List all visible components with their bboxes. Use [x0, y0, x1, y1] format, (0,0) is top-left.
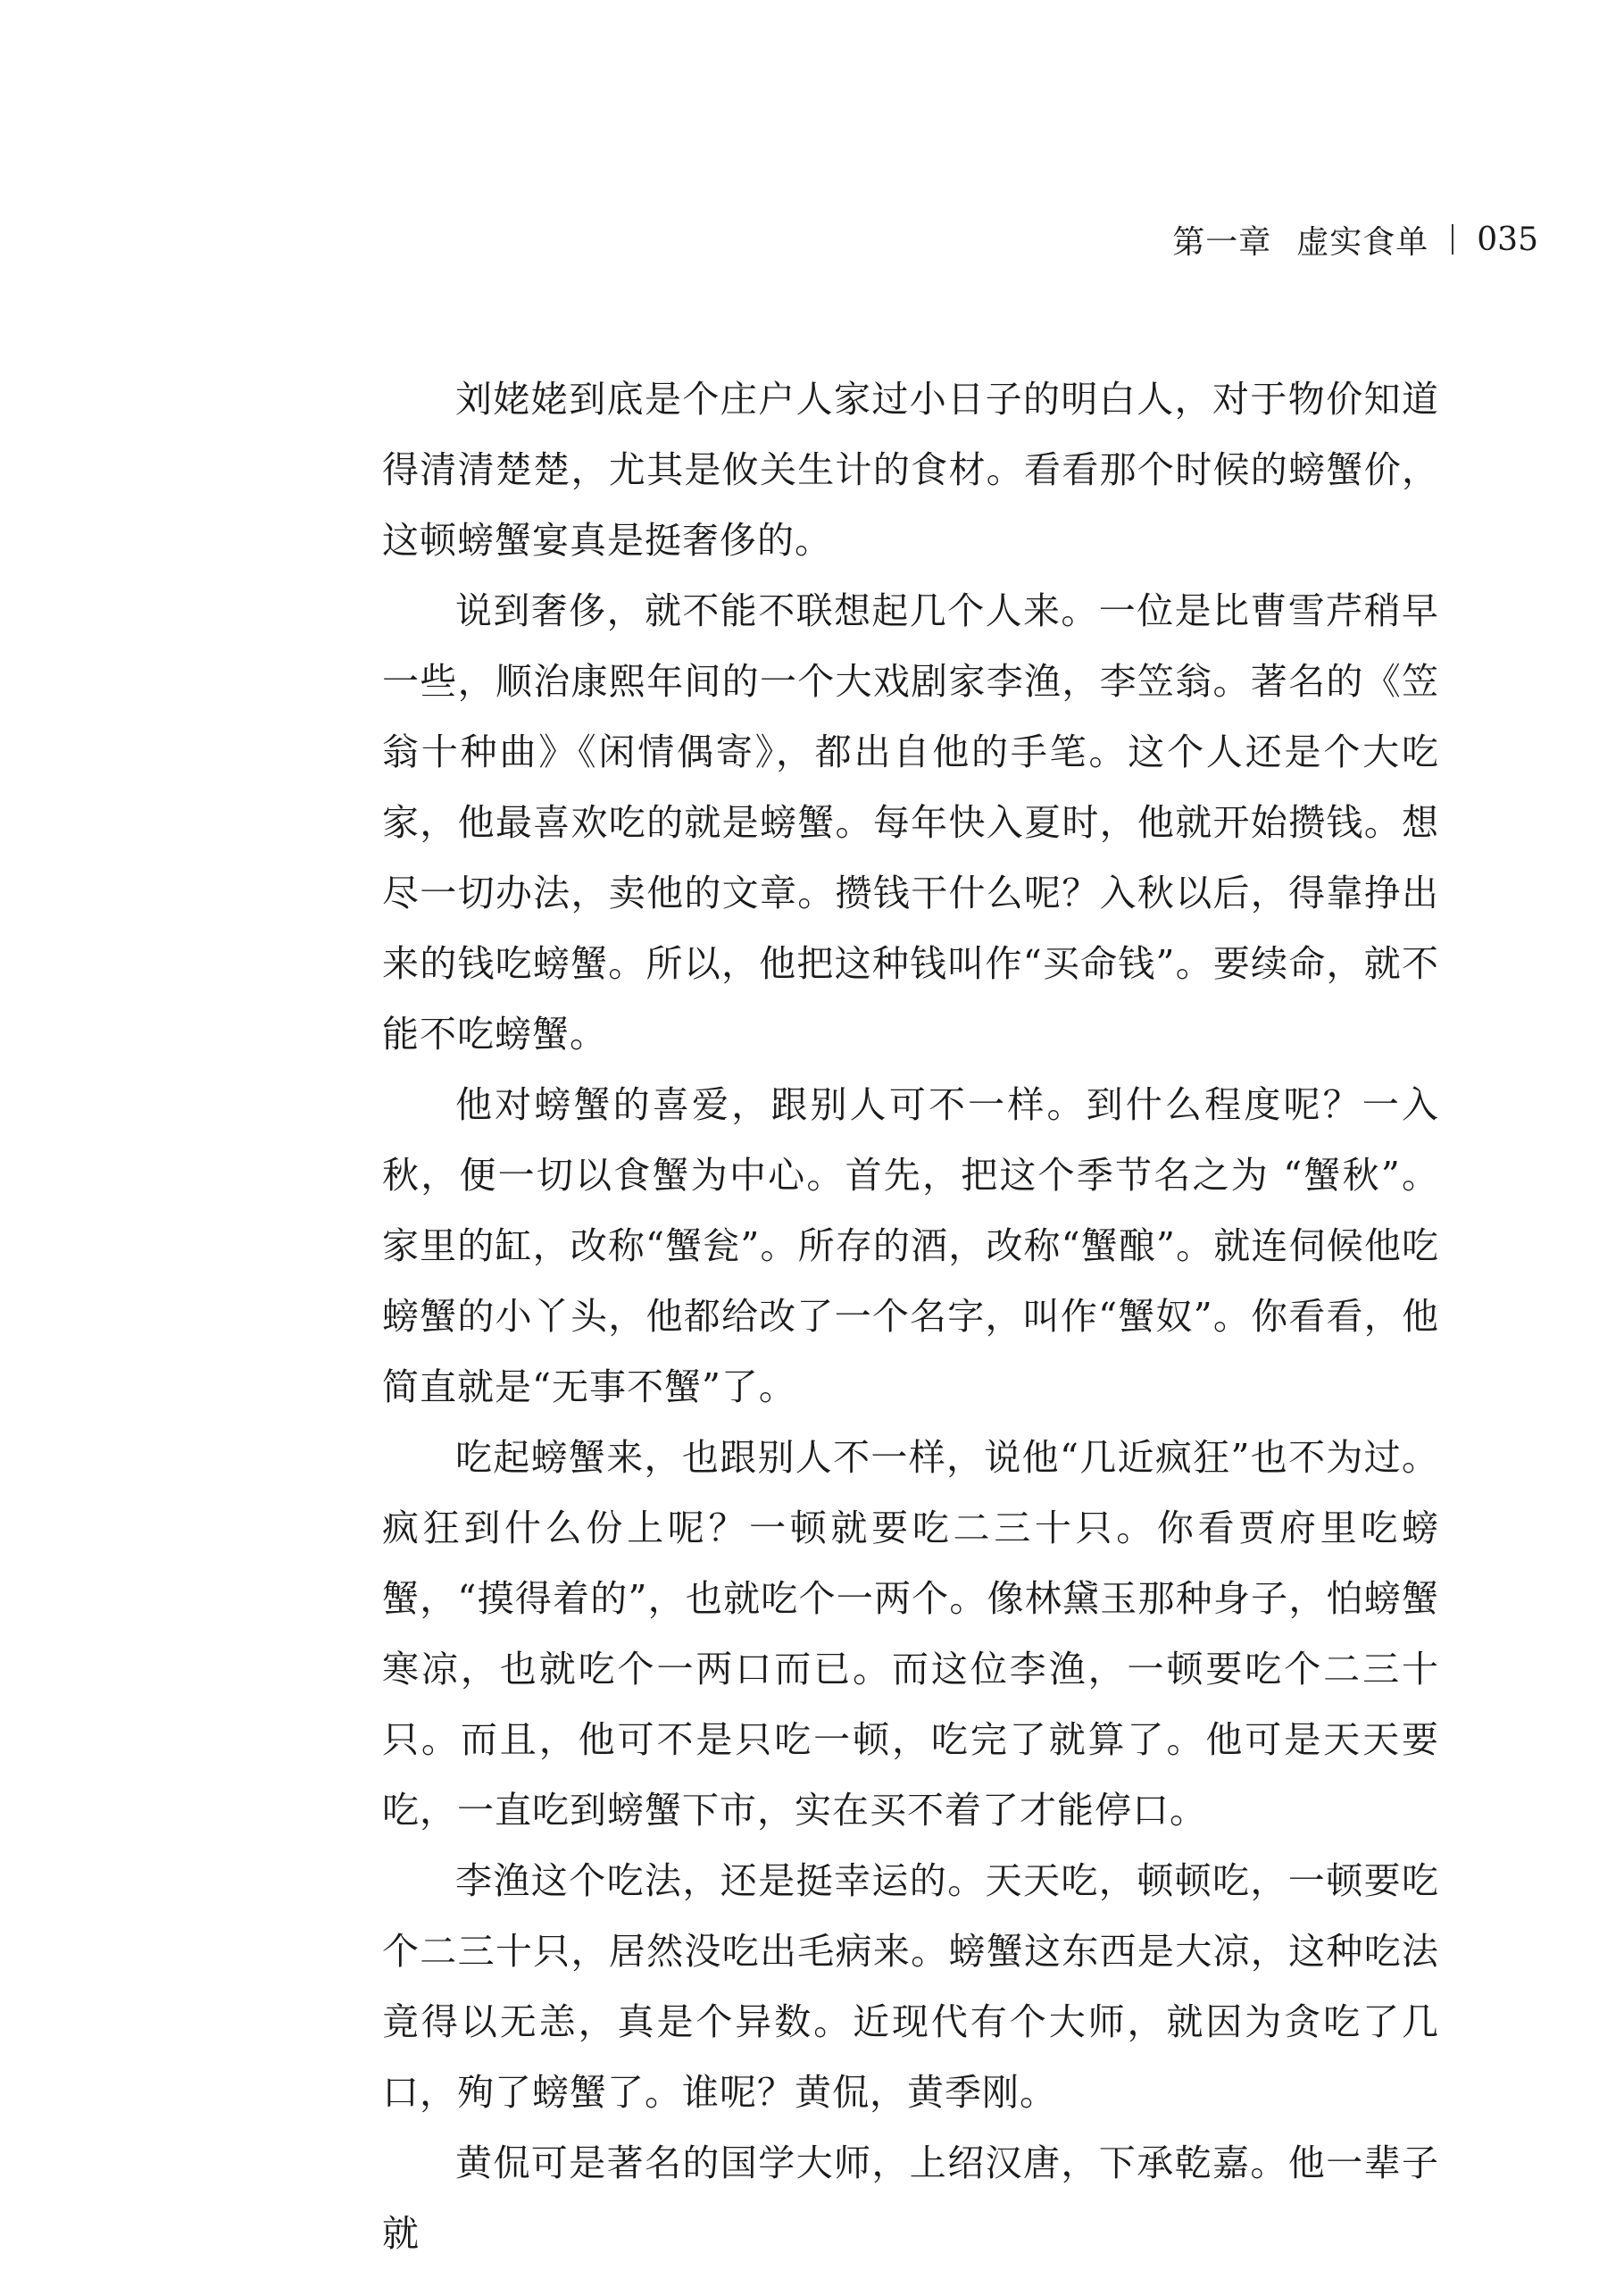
paragraph-3: 他对螃蟹的喜爱，跟别人可不一样。到什么程度呢？一入秋，便一切以食蟹为中心。首先，把这个季节名之为 “蟹秋”。家里的缸，改称“蟹瓮”。所存的酒，改称“蟹酿”。就连伺候他吃螃蟹的小丫头，他都给改了一个名字，叫作“蟹奴”。你看看，他简直就是“无事不蟹”了。 — [382, 1083, 1439, 1408]
paragraph-2: 说到奢侈，就不能不联想起几个人来。一位是比曹雪芹稍早一些，顺治康熙年间的一个大戏剧家李渔，李笠翁。著名的《笠翁十种曲》《闲情偶寄》，都出自他的手笔。这个人还是个大吃家，他最喜欢吃的就是螃蟹。每年快入夏时，他就开始攒钱。想尽一切办法，卖他的文章。攒钱干什么呢？入秋以后，得靠挣出来的钱吃螃蟹。所以，他把这种钱叫作“买命钱”。要续命，就不能不吃螃蟹。 — [382, 589, 1439, 1056]
page-number: 035 — [1477, 221, 1538, 258]
header-separator — [1452, 224, 1453, 255]
paragraph-1: 刘姥姥到底是个庄户人家过小日子的明白人，对于物价知道得清清楚楚，尤其是攸关生计的食材。看看那个时候的螃蟹价，这顿螃蟹宴真是挺奢侈的。 — [382, 378, 1439, 562]
chapter-label: 第一章 — [1172, 223, 1272, 261]
chapter-title: 虚实食单 — [1296, 223, 1429, 261]
paragraph-4: 吃起螃蟹来，也跟别人不一样，说他“几近疯狂”也不为过。疯狂到什么份上呢？一顿就要吃二三十只。你看贾府里吃螃蟹，“摸得着的”，也就吃个一两个。像林黛玉那种身子，怕螃蟹寒凉，也就吃个一两口而已。而这位李渔，一顿要吃个二三十只。而且，他可不是只吃一顿，吃完了就算了。他可是天天要吃，一直吃到螃蟹下市，实在买不着了才能停口。 — [382, 1436, 1439, 1832]
running-header — [1172, 213, 1538, 266]
paragraph-6: 黄侃可是著名的国学大师，上绍汉唐，下承乾嘉。他一辈子就 — [382, 2141, 1439, 2255]
paragraph-5: 李渔这个吃法，还是挺幸运的。天天吃，顿顿吃，一顿要吃个二三十只，居然没吃出毛病来。螃蟹这东西是大凉，这种吃法竟得以无恙，真是个异数。近现代有个大师，就因为贪吃了几口，殉了螃蟹了。谁呢？黄侃，黄季刚。 — [382, 1859, 1439, 2114]
body-text — [382, 364, 1439, 2269]
